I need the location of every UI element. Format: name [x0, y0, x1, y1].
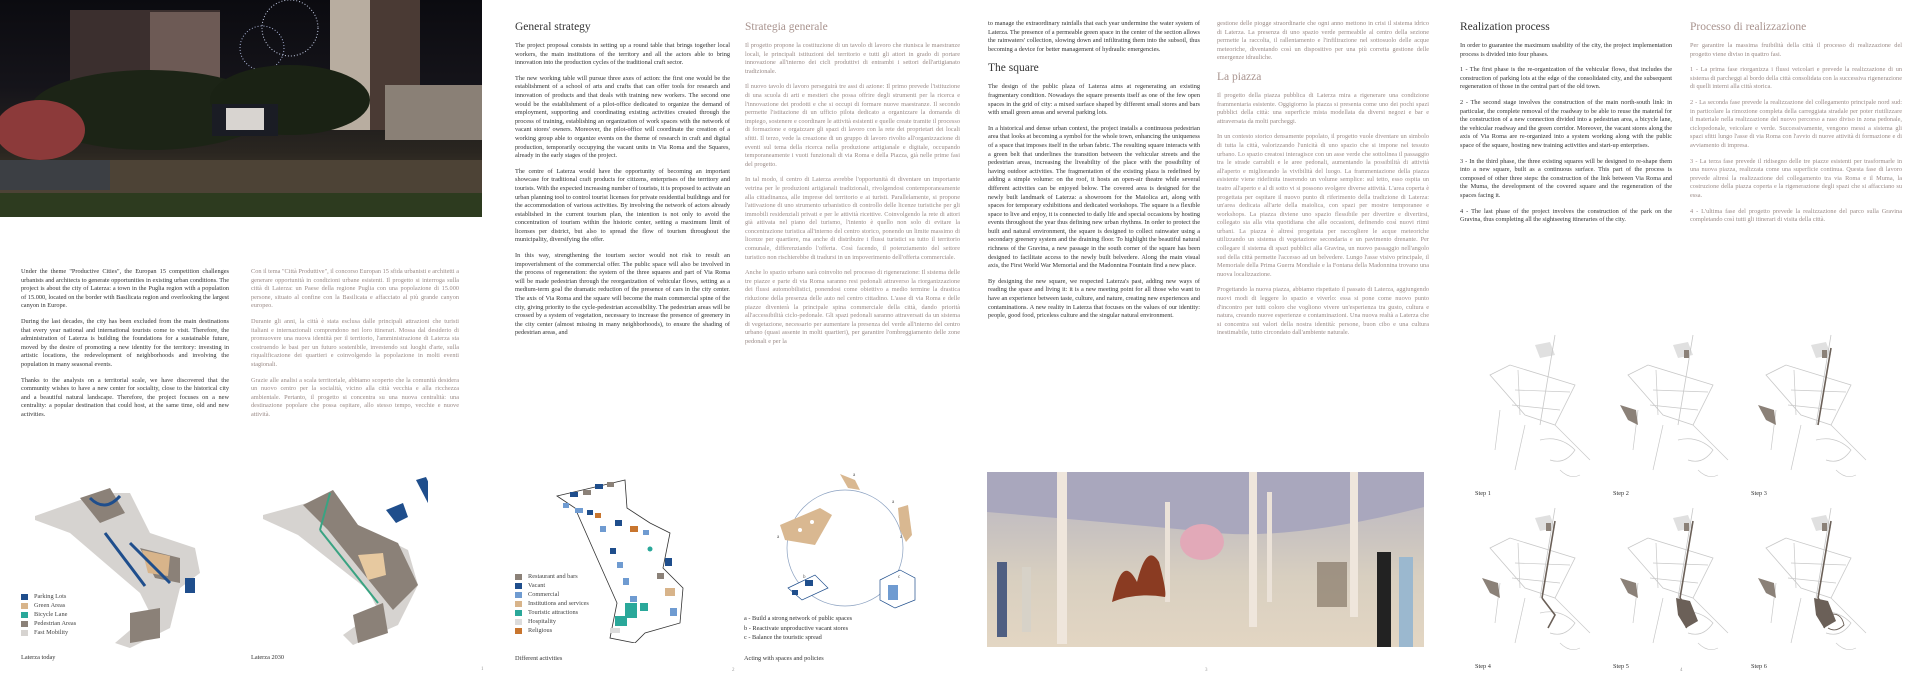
legend-swatch — [21, 612, 28, 618]
page-number-3: 3 — [1205, 668, 1208, 673]
legend-label: Green Areas — [34, 602, 66, 609]
legend-item-restaurant — [515, 572, 589, 581]
legend-swatch — [515, 592, 522, 598]
step-map-3 — [1756, 330, 1881, 485]
phase-paragraph: In order to guarantee the maximum usability of the city, the project implementation process is divided into four phases. — [1460, 42, 1672, 58]
laterza-2030-map — [258, 475, 428, 650]
cycle-label-a2: a — [777, 535, 780, 540]
legend-label: Religious — [528, 627, 553, 634]
cycle-label-b: b — [803, 575, 806, 580]
legend-item-institutions — [515, 599, 589, 608]
legend-label: Vacant — [528, 582, 546, 589]
legend-item-touristic — [515, 608, 589, 617]
night-render-photo — [0, 0, 482, 217]
strategy-paragraph-it: Il progetto propone la costituzione di un tavolo di lavoro che riunisca le maestranze locali, le principali istituzioni del territorio e tutti gli attori in grado di portare innovazione all'interno dei cicli produttivi di entrambi i settori dell'artigianato tradizionale. — [745, 42, 960, 75]
page1-italian-column — [251, 268, 459, 427]
section-title-the-square: The square — [988, 62, 1039, 75]
legend-swatch — [515, 583, 522, 589]
step-label-3: Step 3 — [1751, 490, 1767, 497]
legend-item-vacant — [515, 581, 589, 590]
legend-item-green-areas — [21, 601, 76, 610]
intro-paragraph: During the last decades, the city has been excluded from the main destinations that every year national and international tourists come to visit. Therefore, the administration of Laterza is building the foundations for a sustainable future, moved by the desire of promoting a new identity for the territory: investing in artistic locations, the redevelopment of neighborhoods and involving the population in many seasonal events. — [21, 317, 229, 368]
step-label-1: Step 1 — [1475, 490, 1491, 497]
legend-label: Restaurant and bars — [528, 573, 578, 580]
phase-paragraph-it: Per garantire la massima fruibilità della città il processo di realizzazione del progetto viene diviso in quattro fasi. — [1690, 42, 1902, 58]
intro-paragraph-it: Durante gli anni, la città è stata esclusa dalle principali attrazioni che turisti italiani e internazionali comprendono nei loro itinerari. Mossa dal desiderio di promuovere una nuova identità per il territorio, l'amministrazione di Laterza sta costruendo le basi per un futuro sostenibile, investendo sui luoghi d'arte, sulla riqualificazione dei quartieri e coinvolgendo la popolazione in molti eventi stagionali. — [251, 317, 459, 368]
cycle-label-a4: a — [892, 500, 895, 505]
legend-item-pedestrian-areas — [21, 619, 76, 628]
cycle-label-a3: a — [900, 535, 903, 540]
legend-label: Institutions and services — [528, 600, 589, 607]
section-title-la-piazza: La piazza — [1217, 70, 1262, 83]
strategy-paragraph-it: Il nuovo tavolo di lavoro perseguirà tre assi di azione: Il primo prevede l'istituzione di una scuola di arti e mestieri che possa offrire degli strumenti per la ricerca e l'innovazione dei prodotti e che si occupi di formare nuove maestranze. Il secondo permette l'istitazione di un ufficio pilota dedicato a organizzare la domanda di impiego, sostenere e coordinare le attività esistenti e quelle create tramite il processo di formazione e orgaizzare gli spazi di lavoro con la rete dei proprietari dei locali sfitti. Il terzo, vede la creazione di un gruppo di lavoro rivolto all'organizzazione di eventi sul tema della ricerca nella produzione artigianale e digitale, occupando temporaneamente i vuoti funzionali di via Roma e della Piazza, già nelle prime fasi del progetto. — [745, 83, 960, 168]
legend-label: Hospitality — [528, 618, 556, 625]
intro-paragraph: Under the theme "Productive Cities", the Europan 15 competition challenges urbanists and architects to generate opportunities in existing urban conditions. The project is about the city of Laterza: a town in the Puglia region with a population of 15.000, located on the border with Basilicata region and overlooking the largest canyon in Europe. — [21, 268, 229, 310]
caption-laterza-2030: Laterza 2030 — [251, 654, 285, 661]
section-title-realization-process: Realization process — [1460, 21, 1550, 33]
square-intro-paragraph-it: gestione delle piogge straordinarie che ogni anno mettono in crisi il sistema idrico di Laterza. La presenza di uno spazio verde permeabile al centro della sezione permette la raccolta, il rallentamento e l'infiltrazione nel sottosuolo delle acque meteoriche, diventando così un dispositivo per una più corretta gestione delle emergenze idrauliche. — [1217, 20, 1429, 62]
vacant-stores-illustration — [788, 575, 828, 600]
legend-item-fast-mobility — [21, 628, 76, 637]
phase-paragraph-it: 4 - L'ultima fase del progetto prevede la realizzazione del parco sulla Gravina completando così tutti gli itinerari di visita della città. — [1690, 207, 1902, 224]
strategy-paragraph-it: In tal modo, il centro di Laterza avrebbe l'opportunità di diventare un importante vetrina per le produzioni artigianali tradizionali, rivolgendosi contemporaneamente alla cittadinanza, alle imprese del territorio e ai turisti. Parallelamente, si propone l'attivazione di uno strumento urbanistico di controllo delle licenze turistiche per gli immobili residenziali privati e per le attività ricettive. Coinvolgendo la rete di attori già attivata nel piano del turismo, l'intento è quello non solo di evitare la concentrazione turistica all'interno del centro storico, ponendo un limite massimo di licenze per quartiere, ma anche di distribuire i flussi turistici su tutto il territorio comunale, differenziando l'offerta. Così facendo, il potenziamento del settore turistico non rischierebbe di tradursi in un impoverimento dell'offerta commerciale. — [745, 176, 960, 261]
square-paragraph: In a historical and dense urban context, the project installs a continuous pedestrian area that looks at becoming a symbol for the whole town, enhancing the uniqueness of a space that imposes itself in the urban fabric. The resulting square interacts with a green belt that underlines the transition between the vehicular streets and the pedestrian areas, increasing the liveability of the place with the possibility of having outdoor activities. The fragmentation of the existing plaza is redefined by adding a simple volume: on the roof, it hosts an open-air theatre while several different activities can be enjoyed below. The covered area is designed for the newly built landmark of Laterza: a showroom for the Maiolica art, along with spaces for temporary exhibitions and dedicated workshops. The square is a flexible space to live and enjoy, it is connected to daily life and special occasions by hosting events throughout the year thus defining new urban rhythms. In order to protect the built and natural environment, the square is designed to collect rainwater using a secondary greenery system and the draining floor. To highlight the beautiful natural richness of the Gravina, a new passage in the south corner of the square has been designed to facilitate access to the newly built belvedere. Along the main visual axis, the First World War Memorial and the Madonnina Fountain find a new place. — [988, 124, 1200, 270]
page3-english-column — [988, 20, 1200, 328]
cycle-label-c: c — [898, 575, 901, 580]
night-scene-illustration — [0, 0, 482, 217]
phase-paragraph-it: 1 - La prima fase riorganizza i flussi veicolari e prevede la realizzazione di un sistema di parcheggi al bordo della città consolidata con la successiva rigenerazione di quelli interni alla città storica. — [1690, 66, 1902, 91]
intro-paragraph-it: Con il tema "Città Produttive", il concorso Europan 15 sfida urbanisti e architetti a generare opportunità in condizioni urbane esistenti. Il progetto si interroga sulla città di Laterza: un Paese della regione Puglia con una popolazione di 15.000 persone, situato al confine con la Basilicata e affacciato al più grande canyon europeo. — [251, 268, 459, 310]
square-paragraph-it: In un contesto storico densamente popolato, il progetto vuole diventare un simbolo di tutta la città, valorizzando l'unicità di uno spazio che si impone nel tessuto urbano. Lo spazio creatosi interagisce con un asse verde che sottolinea il passaggio tra le strade carrabili e le aree pedonali, aumentando la possibilità di attività all'aperto e migliorando la vivibilità del luogo. La frammentazione della piazza esistente viene ridefinita inserendo un volume semplice: sul tetto, esso ospita un teatro all'aperto e al di sotto vi si possono svolgere diverse attività. L'area coperta è progettata per ospitare il nuovo punto di riferimento della tradizione di Laterza: un'area dedicata all'arte della maiolica, con spazi per mostre temporanee e workshops. La piazza diviene uno spazio flessibile per divertire e divertirsi, collegato sia alla vita quotidiana che alle occasioni, definendo così nuovi ritmi urbani. La piazza è altresì progettata per raccogliere le acque meteoriche utilizzando un sistema di vegetazione secondaria e un pavimento drenante. Per collegare il sistema di spazi pubblici alla Gravina, un nuovo passaggio nell'angolo sud della città permette l'accesso ad un belvedere. Lungo l'asse visivo principale, il Memoriale della Prima Guerra Mondiale e la Fontana della Madonnina trovano una nuova localizzazione. — [1217, 133, 1429, 278]
strategy-goals-list — [744, 614, 852, 643]
legend-item-commercial — [515, 590, 589, 599]
legend-swatch — [515, 619, 522, 625]
legend-item-religious — [515, 626, 589, 635]
square-paragraph-it: Il progetto della piazza pubblica di Laterza mira a rigenerare una condizione frammentaria esistente. Oggigiorno la piazza si presenta come uno dei pochi spazi pubblici della città: una superficie mista modellata da diversi negozi e bar e attraversata da molti parcheggi. — [1217, 91, 1429, 125]
legend-swatch — [21, 621, 28, 627]
square-paragraph-it: Progettando la nuova piazza, abbiamo rispettato il passato di Laterza, aggiungendo nuovi modi di leggere lo spazio e viverlo: essa si pone come nuovo punto d'incontro per tutti coloro che vogliono vivere un'esperienza tra gusto, cultura e natura, creando nuove esperienze e contaminazioni. Una nuova realtà a Laterza che si concentra sui valori della nostra identità: persone, buon cibo e una cultura inestimabile, tutto circondato dall'ambiente naturale. — [1217, 286, 1429, 337]
phase-paragraph: 1 - The first phase is the re-organization of the vehicular flows, that includes the construction of parking lots at the edge of the consolidated city, and the subsequent regeneration of those in the central part of the old town. — [1460, 66, 1672, 91]
intro-paragraph-it: Grazie alle analisi a scala territoriale, abbiamo scoperto che la comunità desidera un nuovo centro per la socialità, vicino alla città vecchia e alla ricchezza ambientale. Pertanto, il progetto si concentra su una nuova centralità: una destinazione popolare che possa ospitare, allo stesso tempo, vecchie e nuove attività. — [251, 376, 459, 418]
phase-paragraph: 2 - The second stage involves the construction of the main north-south link: in particular, the complete removal of the roadway to be able to reuse the material for the construction of a new connection divided into a pedestrian area, a bicycle lane, the vehicular roadway and the green corridor. Moreover, the vacant stores along the axis of Via Roma are re-organized into a system working along with the public space of the square, hosting new training activities and start-up enterprises. — [1460, 98, 1672, 149]
goal-item-b: b - Reactivate unproductive vacant stores — [744, 624, 849, 632]
page4-italian-column — [1690, 20, 1902, 232]
page-number-2: 2 — [732, 668, 735, 673]
square-intro-paragraph: to manage the extraordinary rainfalls that each year undermine the water system of Laterza. The presence of a permeable green space in the center of the section allows the rainwaters' collection, slowing down and infiltrating them into the subsoil, thus becoming a device for better management of hydraulic emergencies. — [988, 20, 1200, 53]
strategy-paragraph: The project proposal consists in setting up a round table that brings together local workers, the main institutions of the territory and all the actors able to bring innovation into the production cycles of the traditional craft sector. — [515, 42, 730, 67]
caption-acting-with-spaces: Acting with spaces and policies — [744, 655, 824, 662]
cycle-label-a1: a — [853, 473, 856, 478]
legend-swatch — [21, 594, 28, 600]
page-number-1: 1 — [481, 667, 484, 672]
laterza-today-legend — [21, 592, 76, 637]
section-title-processo: Processo di realizzazione — [1690, 21, 1807, 33]
page3-italian-column — [1217, 20, 1429, 345]
step-label-2: Step 2 — [1613, 490, 1629, 497]
strategy-paragraph: The new working table will pursue three axes of action: the first one would be the establishment of a school of arts and crafts that can offer tools for research and innovation of products and that deals with training new workers. The second one would be the establishment of a pilot-office dedicated to organize the demand of employment, supporting and coordinating existing activities created through the process of training, establishing an organization of work spaces with the network of vacant stores' owners. Moreover, the pilot-office will coordinate the creation of a working group able to organize events on the theme of research in craft and digital production, temporarily occupying the vacant units in Via Roma and the Squares, already in the early stages of the project. — [515, 74, 730, 160]
strategy-paragraph: The centre of Laterza would have the opportunity of becoming an important showcase for traditional craft products for citizens, enterprises of the territory and tourists. With the expected increasing number of tourists, it is proposed to activate an urban planning tool to control tourist licenses for private residential buildings and for the accommodation of various activities. By involving the network of actors already established in the current tourism plan, the intention is not only to avoid the concentration of tourism within the historic center, setting a maximum limit of licenses per district, but also to spread the flow of tourism throughout the municipality, diversifying the offer. — [515, 167, 730, 244]
section-title-general-strategy: General strategy — [515, 21, 591, 33]
step-map-4 — [1480, 503, 1605, 658]
page-number-4: 4 — [1680, 668, 1683, 673]
phase-paragraph-it: 3 - La terza fase prevede il ridisegno delle tre piazze esistenti per trasformarle in una nuova piazza, realizzata come una superficie continua. Questa fase di lavoro prevede altresì la realizzazione del collegamento tra via Roma e il Muma, la costruzione della piazza coperta e la rigenerazione degli spazi che si affacciano su essa. — [1690, 157, 1902, 199]
legend-swatch — [515, 610, 522, 616]
goal-item-a: a - Build a strong network of public spaces — [744, 615, 853, 622]
square-paragraph: By designing the new square, we respected Laterza's past, adding new ways of reading the space and living it: it is a new meeting point for all those who want to have an experience between taste, culture, and nature, creating new experiences and contaminations. A new reality in Laterza that focuses on the values of our identity: people, good food, priceless culture and the singular natural environment. — [988, 277, 1200, 320]
legend-label: Pedestrian Areas — [34, 620, 77, 627]
legend-label: Touristic attractions — [528, 609, 579, 616]
square-paragraph: The design of the public plaza of Laterza aims at regenerating an existing fragmentary condition. Nowadays the square presents itself as one of the few open spaces in the grid of city: a mixed surface shaped by different small stores and bars with small green areas and several parking lots. — [988, 83, 1200, 117]
legend-swatch — [21, 630, 28, 636]
phase-paragraph-it: 2 - La seconda fase prevede la realizzazione del collegamento principale nord sud: in particolare la rimozione completa della carreggiata stradale per poter riutilizzare il materiale nella realizzazione del nuovo percorso a raso diviso in zona pedonale, ciclopedonale, veicolare e verde. Successivamente, vengono messi a sistema gli spazi sfitti lungo l'asse di via Roma con l'avvio di nuove attività di formazione e di avviamento di impresa. — [1690, 98, 1902, 149]
legend-swatch — [515, 628, 522, 634]
covered-square-render-photo — [987, 472, 1424, 647]
intro-paragraph: Thanks to the analysis on a territorial scale, we have discovered that the community wishes to have a new center for sociality, close to the historical city and a beautiful natural landscape. Therefore, the project focuses on a new centrality: a popular destination that could host, at the same time, old and new activities. — [21, 376, 229, 418]
section-title-strategia-generale: Strategia generale — [745, 21, 828, 33]
caption-laterza-today: Laterza today — [21, 654, 56, 661]
page2-italian-column — [745, 20, 960, 354]
legend-label: Parking Lots — [34, 593, 67, 600]
activities-legend — [515, 572, 589, 635]
covered-square-illustration — [987, 472, 1424, 647]
legend-label: Bicycle Lane — [34, 611, 68, 618]
legend-item-parking-lots — [21, 592, 76, 601]
legend-swatch — [21, 603, 28, 609]
step-map-2 — [1618, 330, 1743, 485]
step-map-5 — [1618, 503, 1743, 658]
step-label-6: Step 6 — [1751, 663, 1767, 670]
legend-label: Fast Mobility — [34, 629, 69, 636]
strategy-paragraph-it: Anche lo spazio urbano sarà coinvolto nel processo di rigenerazione: Il sistema delle tre piazze e parte di via Roma saranno resi pedonali attraverso la riorganizzazione dei flussi automobilistici, ponendosi come obiettivo a medio termine la drastica riduzione della presenza delle auto nel centro cittadino. L'asse di via Roma e delle piazze diventerà la principale spina commerciale della città, dando priorità all'accessibilità ciclo-pedonale. Gli spazi pedonali saranno attraversati da un sistema di vegetazione, necessario per aumentare la presenza del verde all'interno del centro urbano (quasi assente in molti quartieri), per garantire l'ombreggiamento delle zone pedonali e per la — [745, 269, 960, 345]
step-label-5: Step 5 — [1613, 663, 1629, 670]
legend-swatch — [515, 574, 522, 580]
step-map-6 — [1756, 503, 1881, 658]
step-map-1 — [1480, 330, 1605, 485]
phase-paragraph: 4 - The last phase of the project involves the construction of the park on the Gravina, thus completing all the sightseeing itineraries of the city. — [1460, 207, 1672, 224]
legend-item-bicycle-lane — [21, 610, 76, 619]
strategy-cycle-diagram — [760, 470, 930, 620]
goal-item-c: c - Balance the touristic spread — [744, 634, 822, 641]
caption-different-activities: Different activities — [515, 655, 563, 662]
page2-english-column — [515, 20, 730, 345]
phase-paragraph: 3 - In the third phase, the three existing squares will be designed to re-shape them into a new square, built as a continuous surface. This part of the process is composed of other three steps: the construction of the link between Via Roma and the Muma, the development of the covered square and the regeneration of the spaces facing it. — [1460, 157, 1672, 199]
step-label-4: Step 4 — [1475, 663, 1491, 670]
strategy-paragraph: In this way, strengthening the tourism sector would not risk to result an impoverishment of the commercial offer. The public space will also be involved in the process of regeneration: the system of the three squares and part of Via Roma will be made pedestrian through the reorganization of vehicular flows, setting as a medium-term goal the dramatic reduction of the presence of cars in the city center. The axis of Via Roma and the square will become the main commercial spine of the city, giving priority to the cycle-pedestrian accessibility. The pedestrian areas will be crossed by a system of vegetation, necessary to increase the presence of greenery in the city center (almost missing in many neighborhoods), to ensure the shading of pedestrian areas, and — [515, 252, 730, 337]
legend-item-hospitality — [515, 617, 589, 626]
legend-label: Commercial — [528, 591, 560, 598]
page4-english-column — [1460, 20, 1672, 232]
page1-english-column — [21, 268, 229, 427]
legend-swatch — [515, 601, 522, 607]
